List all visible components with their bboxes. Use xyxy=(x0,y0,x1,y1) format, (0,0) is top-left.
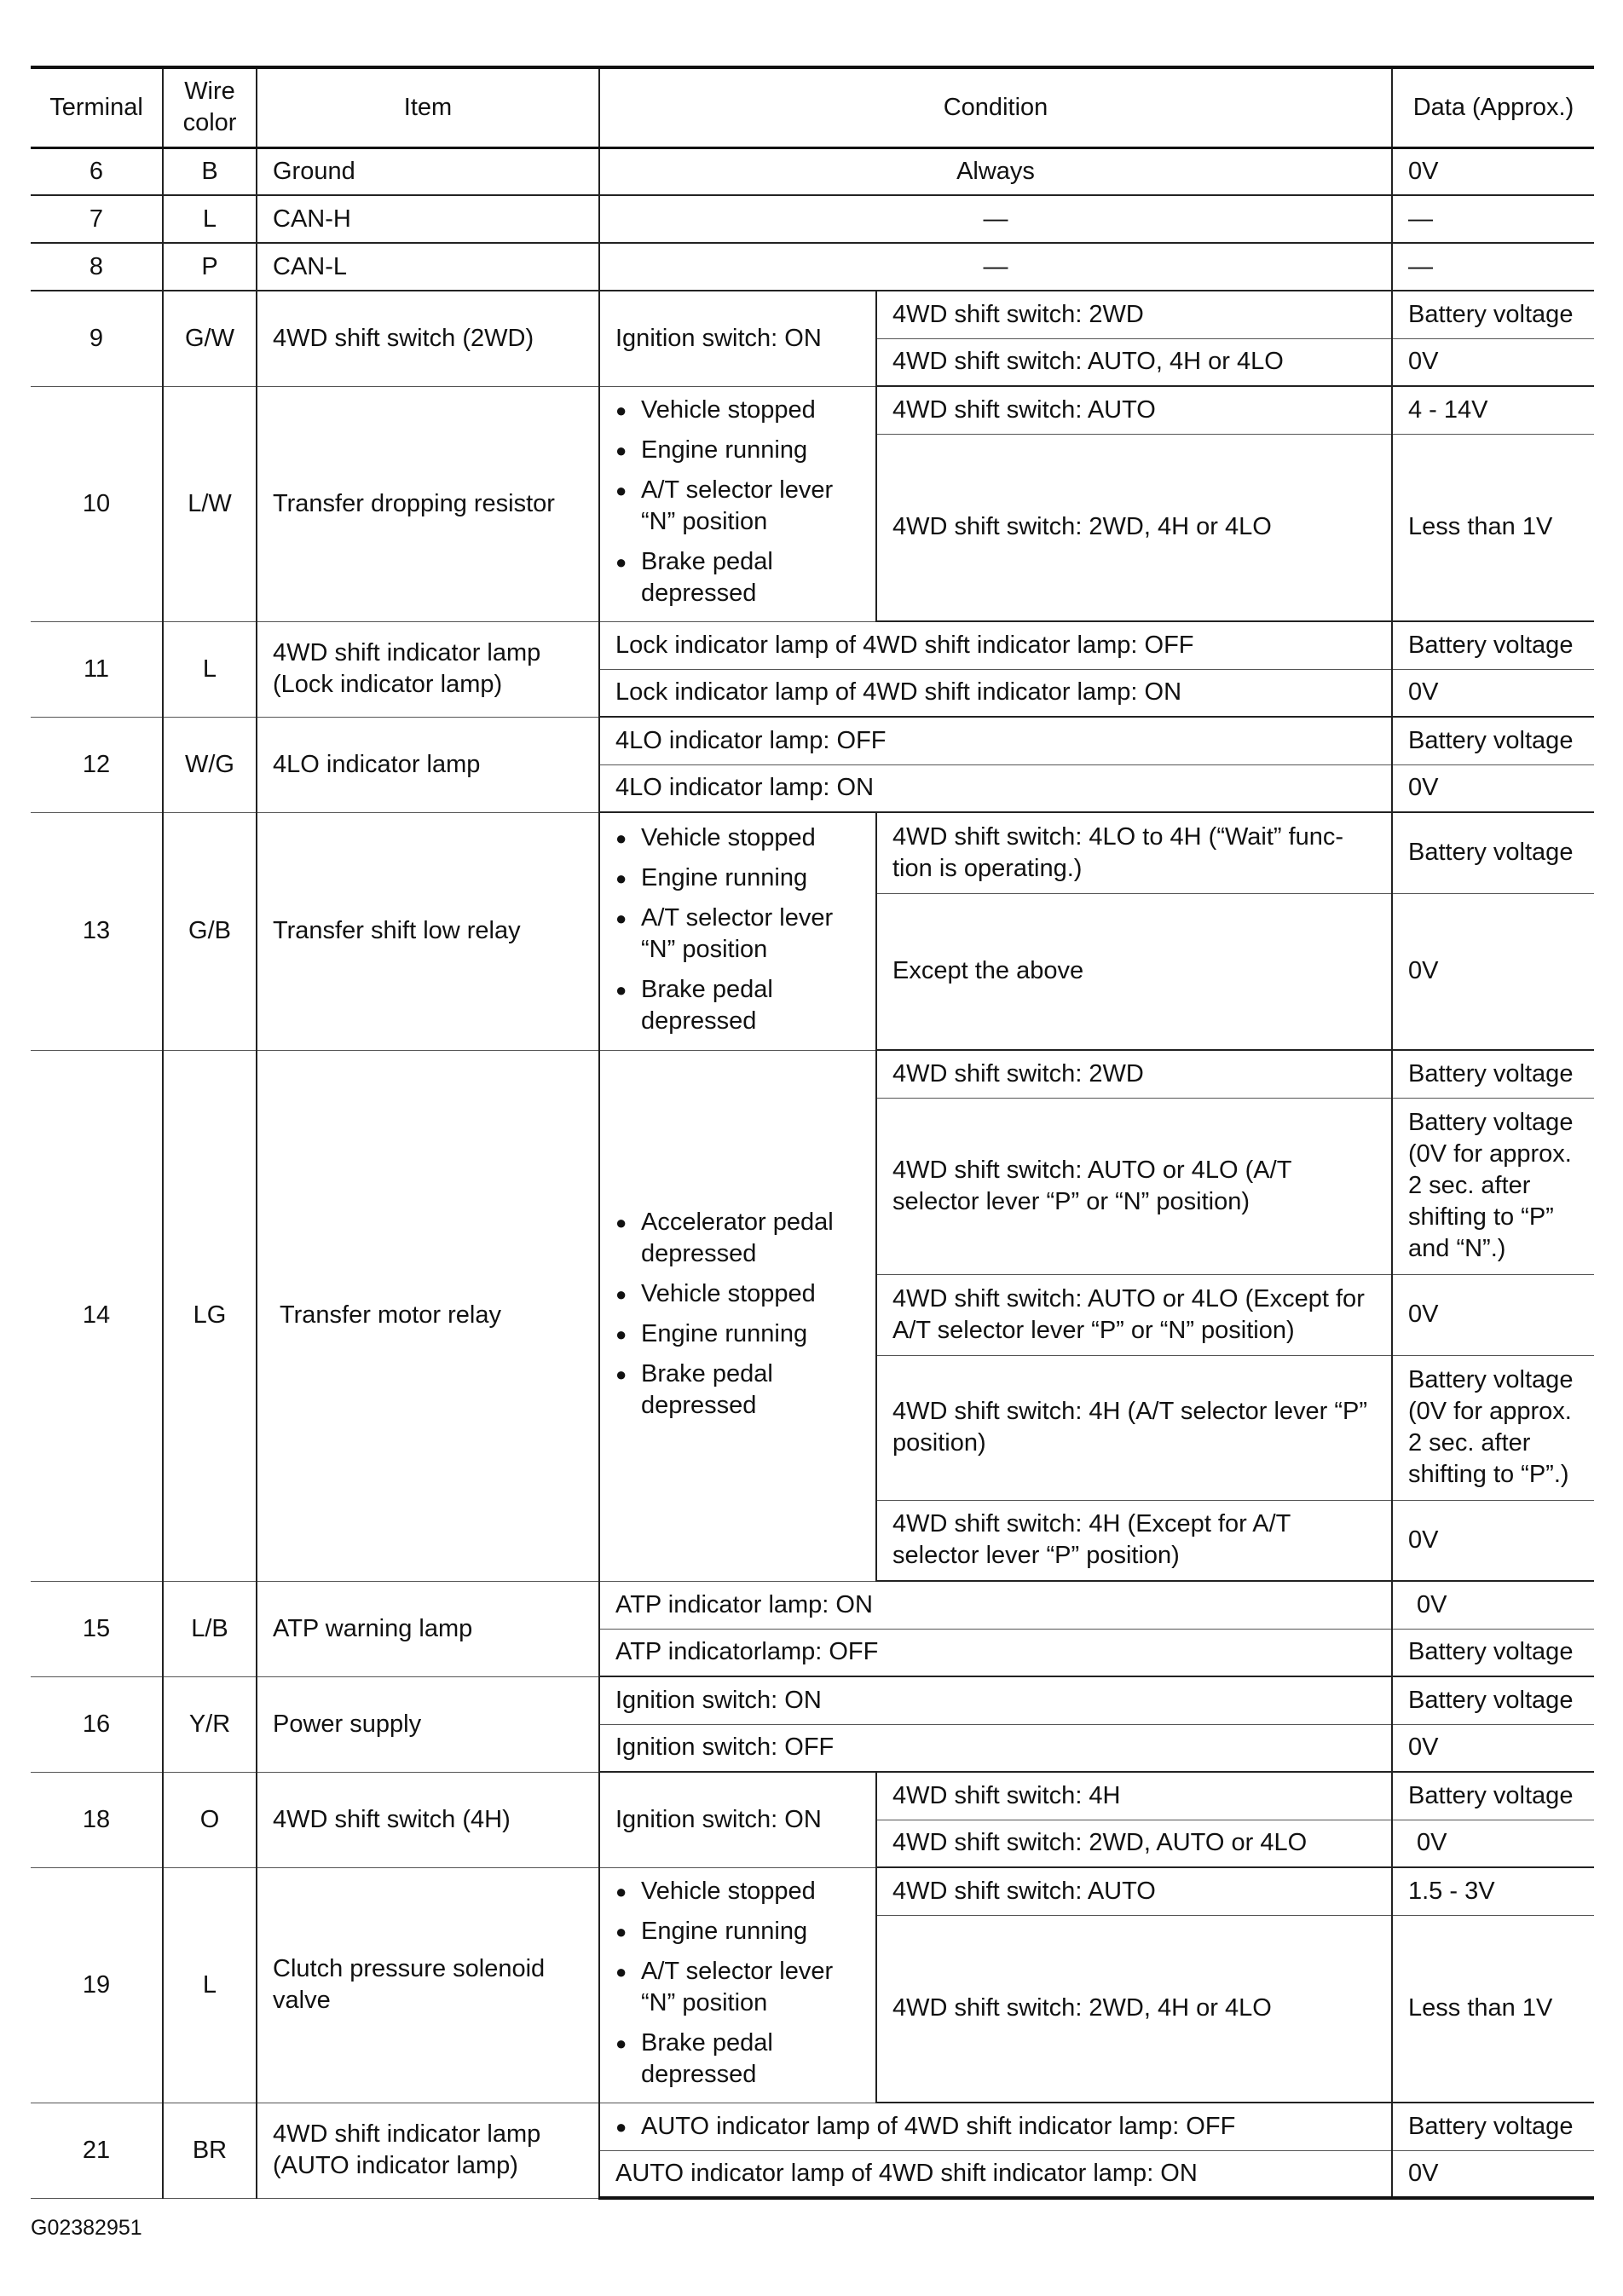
bullet-brake-depressed: ● Brake pedal depressed xyxy=(615,2028,860,2091)
data-cell: Less than 1V xyxy=(1392,434,1594,621)
condition-bullet-list xyxy=(615,1876,860,2091)
wire-color-cell: G/W xyxy=(163,291,257,386)
wire-color-cell: B xyxy=(163,147,257,195)
item-text: Transfer motor relay xyxy=(280,1301,501,1329)
item-cell: Transfer dropping resistor xyxy=(257,386,599,621)
data-cell: Battery voltage xyxy=(1392,1772,1594,1820)
condition-bullets-cell xyxy=(599,386,876,621)
condition-cell: ATP indicatorlamp: OFF xyxy=(599,1629,1392,1676)
bullet-at-selector-n: ● A/T selector lever “N” position xyxy=(615,475,860,538)
terminal-cell: 6 xyxy=(31,147,163,195)
header-data: Data (Approx.) xyxy=(1392,67,1594,147)
wire-color-cell: P xyxy=(163,243,257,291)
wire-color-cell: G/B xyxy=(163,812,257,1050)
data-cell: 4 - 14V xyxy=(1392,386,1594,434)
data-cell: Battery voltage xyxy=(1392,1676,1594,1724)
terminal-cell: 12 xyxy=(31,717,163,812)
terminal-cell: 7 xyxy=(31,195,163,243)
terminal-data-table xyxy=(31,66,1594,2200)
data-cell: 0V xyxy=(1392,1500,1594,1581)
table-row xyxy=(31,243,1594,291)
sub-condition-cell: 4WD shift switch: 2WD, 4H or 4LO xyxy=(876,434,1392,621)
bullet-brake-depressed: ● Brake pedal depressed xyxy=(615,546,860,609)
data-cell: Battery voltage (0V for approx. 2 sec. after shifting to “P” and “N”.) xyxy=(1392,1098,1594,1274)
condition-cell xyxy=(599,2103,1392,2150)
header-item: Item xyxy=(257,67,599,147)
sub-condition-cell: 4WD shift switch: 4H (Except for A/T selector lever “P” position) xyxy=(876,1500,1392,1581)
terminal-cell: 14 xyxy=(31,1050,163,1581)
item-cell xyxy=(257,1050,599,1581)
condition-cell: Ignition switch: OFF xyxy=(599,1724,1392,1772)
header-row xyxy=(31,67,1594,147)
bullet-vehicle-stopped: ● Vehicle stopped xyxy=(615,1278,860,1310)
sub-condition-cell: 4WD shift switch: AUTO xyxy=(876,1867,1392,1915)
sub-condition-cell: 4WD shift switch: 2WD xyxy=(876,291,1392,338)
header-terminal: Terminal xyxy=(31,67,163,147)
sub-condition-cell: 4WD shift switch: 4H xyxy=(876,1772,1392,1820)
condition-cell: ATP indicator lamp: ON xyxy=(599,1581,1392,1629)
wire-color-cell: L xyxy=(163,621,257,717)
item-cell: 4WD shift switch (4H) xyxy=(257,1772,599,1867)
condition-bullet-list xyxy=(615,1207,860,1422)
sub-condition-cell: Except the above xyxy=(876,893,1392,1050)
bullet-engine-running: ● Engine running xyxy=(615,1916,860,1947)
data-cell: 0V xyxy=(1392,2150,1594,2198)
table-row xyxy=(31,147,1594,195)
bullet-engine-running: ● Engine running xyxy=(615,862,860,894)
bullet-auto-lamp-off: ● AUTO indicator lamp of 4WD shift indicator lamp: OFF xyxy=(615,2111,1376,2143)
wire-color-cell: BR xyxy=(163,2103,257,2198)
table-row xyxy=(31,1050,1594,1098)
data-cell: Battery voltage (0V for approx. 2 sec. after shifting to “P”.) xyxy=(1392,1355,1594,1500)
condition-cell: 4LO indicator lamp: OFF xyxy=(599,717,1392,764)
data-cell: Less than 1V xyxy=(1392,1915,1594,2103)
terminal-cell: 19 xyxy=(31,1867,163,2103)
condition-cell: Ignition switch: ON xyxy=(599,291,876,386)
item-cell: ATP warning lamp xyxy=(257,1581,599,1676)
item-cell: CAN-H xyxy=(257,195,599,243)
item-cell: Ground xyxy=(257,147,599,195)
table-row xyxy=(31,1581,1594,1629)
sub-condition-cell: 4WD shift switch: AUTO or 4LO (Except for A/T selector lever “P” or “N” position) xyxy=(876,1274,1392,1355)
data-cell: 0V xyxy=(1392,893,1594,1050)
condition-cell: Lock indicator lamp of 4WD shift indicator lamp: OFF xyxy=(599,621,1392,669)
item-cell: Transfer shift low relay xyxy=(257,812,599,1050)
data-cell: 0V xyxy=(1392,1724,1594,1772)
wire-color-cell: L/B xyxy=(163,1581,257,1676)
table-row xyxy=(31,2103,1594,2150)
bullet-vehicle-stopped: ● Vehicle stopped xyxy=(615,822,860,854)
sub-condition-cell: 4WD shift switch: 2WD xyxy=(876,1050,1392,1098)
data-cell: 0V xyxy=(1392,1820,1594,1867)
terminal-cell: 16 xyxy=(31,1676,163,1772)
bullet-vehicle-stopped: ● Vehicle stopped xyxy=(615,1876,860,1907)
condition-cell: — xyxy=(599,195,1392,243)
item-cell: 4LO indicator lamp xyxy=(257,717,599,812)
terminal-cell: 11 xyxy=(31,621,163,717)
condition-cell: Ignition switch: ON xyxy=(599,1772,876,1867)
header-wire-color-line2: color xyxy=(182,109,237,137)
terminal-cell: 15 xyxy=(31,1581,163,1676)
data-cell: Battery voltage xyxy=(1392,1629,1594,1676)
terminal-cell: 9 xyxy=(31,291,163,386)
wire-color-cell: O xyxy=(163,1772,257,1867)
data-cell: Battery voltage xyxy=(1392,717,1594,764)
bullet-brake-depressed: ● Brake pedal depressed xyxy=(615,1359,860,1422)
terminal-cell: 18 xyxy=(31,1772,163,1867)
bullet-at-selector-n: ● A/T selector lever “N” position xyxy=(615,1956,860,2019)
item-cell: Power supply xyxy=(257,1676,599,1772)
sub-condition-cell: 4WD shift switch: 4LO to 4H (“Wait” func-tion is operating.) xyxy=(876,812,1392,893)
table-row xyxy=(31,717,1594,764)
data-cell: Battery voltage xyxy=(1392,812,1594,893)
bullet-accel-depressed: ● Accelerator pedal depressed xyxy=(615,1207,860,1270)
data-cell: Battery voltage xyxy=(1392,1050,1594,1098)
table-row xyxy=(31,291,1594,338)
condition-bullet-list xyxy=(615,822,860,1037)
condition-cell: Lock indicator lamp of 4WD shift indicator lamp: ON xyxy=(599,669,1392,717)
data-cell: 0V xyxy=(1392,669,1594,717)
table-row xyxy=(31,386,1594,434)
wire-color-cell: Y/R xyxy=(163,1676,257,1772)
data-cell: Battery voltage xyxy=(1392,291,1594,338)
table-row xyxy=(31,1772,1594,1820)
wire-color-cell: L xyxy=(163,195,257,243)
condition-bullets-cell xyxy=(599,1867,876,2103)
sub-condition-cell: 4WD shift switch: 2WD, 4H or 4LO xyxy=(876,1915,1392,2103)
figure-id: G02382951 xyxy=(31,2216,142,2240)
wire-color-cell: L/W xyxy=(163,386,257,621)
terminal-cell: 13 xyxy=(31,812,163,1050)
item-cell: 4WD shift indicator lamp (Lock indicator lamp) xyxy=(257,621,599,717)
item-cell: CAN-L xyxy=(257,243,599,291)
wire-color-cell: LG xyxy=(163,1050,257,1581)
terminal-cell: 21 xyxy=(31,2103,163,2198)
data-cell: Battery voltage xyxy=(1392,2103,1594,2150)
table-row xyxy=(31,621,1594,669)
table-row xyxy=(31,195,1594,243)
condition-bullet-list xyxy=(615,395,860,609)
item-cell: 4WD shift indicator lamp (AUTO indicator lamp) xyxy=(257,2103,599,2198)
data-cell: 0V xyxy=(1392,1581,1594,1629)
data-cell: — xyxy=(1392,195,1594,243)
item-cell: 4WD shift switch (2WD) xyxy=(257,291,599,386)
data-cell: Battery voltage xyxy=(1392,621,1594,669)
table-row xyxy=(31,812,1594,893)
condition-cell: 4LO indicator lamp: ON xyxy=(599,764,1392,812)
header-wire-color-line1: Wire xyxy=(184,78,235,106)
data-cell: 0V xyxy=(1392,147,1594,195)
header-wire-color xyxy=(163,67,257,147)
sub-condition-cell: 4WD shift switch: 2WD, AUTO or 4LO xyxy=(876,1820,1392,1867)
data-cell: 0V xyxy=(1392,764,1594,812)
condition-cell: Always xyxy=(599,147,1392,195)
sub-condition-cell: 4WD shift switch: AUTO, 4H or 4LO xyxy=(876,338,1392,386)
data-cell: 1.5 - 3V xyxy=(1392,1867,1594,1915)
condition-bullets-cell xyxy=(599,812,876,1050)
bullet-brake-depressed: ● Brake pedal depressed xyxy=(615,974,860,1037)
terminal-cell: 10 xyxy=(31,386,163,621)
bullet-vehicle-stopped: ● Vehicle stopped xyxy=(615,395,860,426)
data-cell: 0V xyxy=(1392,1274,1594,1355)
data-cell: — xyxy=(1392,243,1594,291)
bullet-engine-running: ● Engine running xyxy=(615,1318,860,1350)
data-cell: 0V xyxy=(1392,338,1594,386)
table-row xyxy=(31,1676,1594,1724)
sub-condition-cell: 4WD shift switch: AUTO or 4LO (A/T selector lever “P” or “N” position) xyxy=(876,1098,1392,1274)
terminal-cell: 8 xyxy=(31,243,163,291)
bullet-at-selector-n: ● A/T selector lever “N” position xyxy=(615,903,860,966)
wire-color-cell: W/G xyxy=(163,717,257,812)
sub-condition-cell: 4WD shift switch: AUTO xyxy=(876,386,1392,434)
condition-cell: AUTO indicator lamp of 4WD shift indicator lamp: ON xyxy=(599,2150,1392,2198)
sub-condition-cell: 4WD shift switch: 4H (A/T selector lever “P” position) xyxy=(876,1355,1392,1500)
bullet-engine-running: ● Engine running xyxy=(615,435,860,466)
condition-bullets-cell xyxy=(599,1050,876,1581)
item-cell: Clutch pressure solenoid valve xyxy=(257,1867,599,2103)
table-row xyxy=(31,1867,1594,1915)
header-condition: Condition xyxy=(599,67,1392,147)
wire-color-cell: L xyxy=(163,1867,257,2103)
condition-cell: Ignition switch: ON xyxy=(599,1676,1392,1724)
condition-cell: — xyxy=(599,243,1392,291)
